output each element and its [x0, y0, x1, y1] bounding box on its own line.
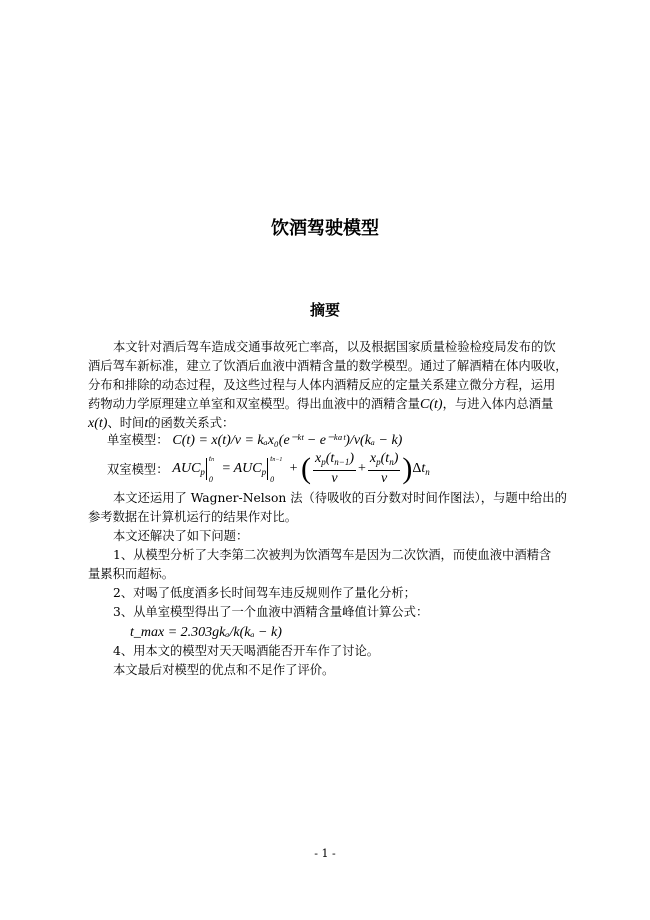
variable-c-of-t: C(t)	[420, 397, 443, 412]
list-item: 2、对喝了低度酒多长时间驾车违反规则作了量化分析；	[113, 586, 416, 600]
abstract-text: 、时间	[107, 416, 145, 430]
abstract-line: 酒后驾车新标准，建立了饮酒后血液中酒精含量的数学模型。通过了解酒精在体内吸收，	[88, 359, 568, 373]
variable-x-of-t: x(t)	[88, 416, 108, 431]
solved-intro: 本文还解决了如下问题：	[113, 529, 249, 543]
double-model-label: 双室模型：	[107, 462, 169, 477]
abstract-text: 药物动力学原理建立单室和双室模型。得出血液中的酒精含量	[88, 397, 421, 411]
double-compartment-model	[107, 451, 430, 486]
abstract-text: 的函数关系式：	[148, 416, 235, 430]
list-item: 量累积而超标。	[88, 567, 175, 581]
list-item: 1、从模型分析了大李第二次被判为饮酒驾车是因为二次饮酒，而使血液中酒精含	[113, 548, 552, 562]
single-model-label: 单室模型：	[107, 433, 169, 447]
peak-formula-text: t_max = 2.303gkₐ/k(kₐ − k)	[130, 625, 282, 640]
closing-line: 本文最后对模型的优点和不足作了评价。	[113, 663, 335, 677]
list-item: 3、从单室模型得出了一个血液中酒精含量峰值计算公式：	[113, 605, 429, 619]
single-compartment-model	[107, 430, 402, 449]
double-model-formula: $AUC_p$ tn 0 = $AUC_p$ tn−1 0 + ( $\frac{x_p(t_{n-1})}{v}$ + $\frac{x_p(t_n)}{v}$ )$\Delta t_n$	[172, 451, 430, 486]
abstract-line: 分布和排除的动态过程，及这些过程与人体内酒精反应的定量关系建立微分方程，运用	[88, 378, 556, 392]
page-number: - 1 -	[314, 847, 336, 860]
variable-t: t	[144, 416, 149, 431]
peak-formula	[130, 623, 606, 642]
abstract-line: 参考数据在计算机运行的结果作对比。	[88, 510, 298, 524]
abstract-heading: 摘要	[309, 301, 340, 319]
abstract-line	[88, 395, 564, 414]
document-title: 饮酒驾驶模型	[271, 218, 379, 239]
single-model-formula: C(t) = x(t)/v = kₐx₀(e⁻ᵏᵗ − e⁻ᵏᵃᵗ)/v(kₐ − k)	[172, 433, 403, 448]
abstract-line: 本文针对酒后驾车造成交通事故死亡率高，以及根据国家质量检验检疫局发布的饮	[113, 340, 556, 354]
abstract-text: ，与进入体内总酒量	[442, 397, 554, 411]
abstract-line: 本文还运用了 Wagner-Nelson 法（待吸收的百分数对时间作图法），与题中给出的	[113, 491, 567, 505]
list-item: 4、用本文的模型对天天喝酒能否开车作了讨论。	[113, 644, 380, 658]
